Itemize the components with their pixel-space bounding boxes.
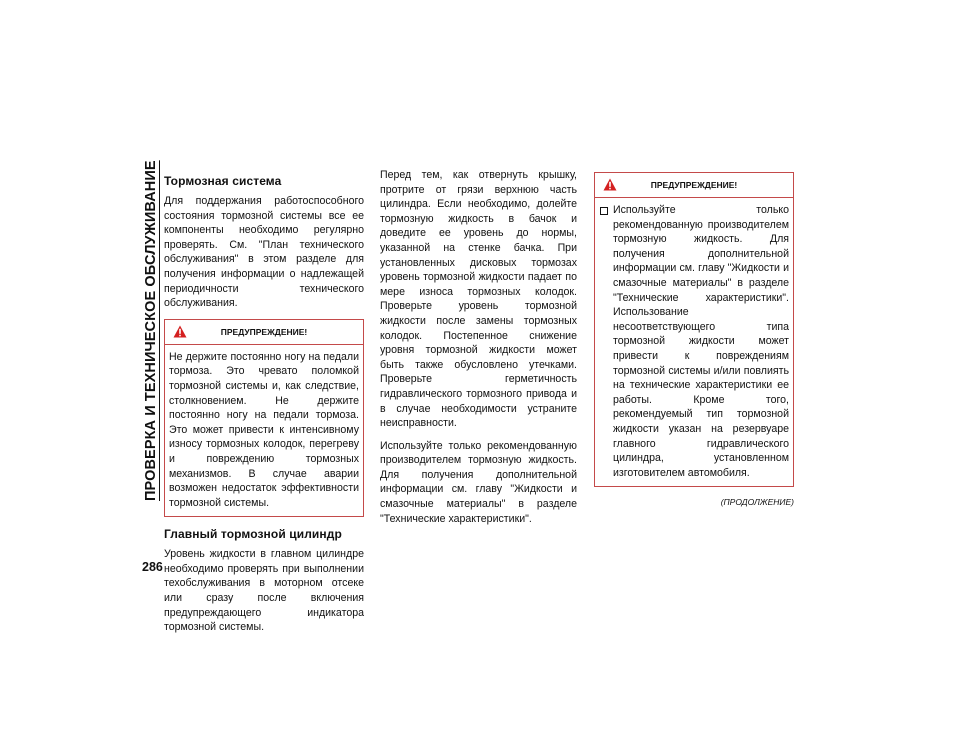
page-number: 286 <box>142 560 163 574</box>
warning-text-pedal: Не держите постоянно ногу на педали тормоза. Это чревато поломкой тормозной системы и, как следствие, столкновением. Не держите постоянно ногу на педали тормоза. Это может привести к интенсивному износу тормозных колодок, перегреву и повреждению тормозных механизмов. В случае аварии возможен недостаток эффективности тормозной системы. <box>169 350 359 509</box>
warning-text-fluid: Используйте только рекомендованную производителем тормозную жидкость. Для получения дополнительной информации см. главу "Жидкости и смазочные материалы" в разделе "Технические характеристики". Использование несоответствующего типа тормозной жидкости может привести к повреждениям тормозной системы и/или повлиять на технические характеристики ее работы. Кроме того, рекомендуемый тип тормозной жидкости указан на резервуаре главного гидравлического цилиндра, установленном изготовителем автомобиля. <box>613 204 789 479</box>
warning-header <box>165 320 363 345</box>
warning-triangle-icon <box>603 178 617 191</box>
warning-title: ПРЕДУПРЕЖДЕНИЕ! <box>650 180 738 190</box>
warning-triangle-icon <box>173 325 187 338</box>
column-2 <box>380 168 577 534</box>
warning-header <box>595 173 793 198</box>
warning-box-fluid <box>594 172 794 487</box>
heading-master-cylinder: Главный тормозной цилиндр <box>164 527 342 542</box>
warning-bullet-item <box>599 203 789 480</box>
section-side-title: ПРОВЕРКА И ТЕХНИЧЕСКОЕ ОБСЛУЖИВАНИЕ <box>143 160 159 501</box>
bullet-square-icon <box>600 207 608 215</box>
paragraph-recommended-fluid: Используйте только рекомендованную производителем тормозную жидкость. Для получения дополнительной информации см. главу "Жидкости и смазочные материалы" в разделе "Технические характеристики". <box>380 439 577 525</box>
warning-title: ПРЕДУПРЕЖДЕНИЕ! <box>220 326 308 337</box>
continued-label: (ПРОДОЛЖЕНИЕ) <box>720 497 794 508</box>
heading-brake-system: Тормозная система <box>164 174 282 188</box>
warning-box-pedal <box>164 319 364 518</box>
paragraph-cap-cleaning: Перед тем, как отвернуть крышку, протрите от грязи верхнюю часть цилиндра. Если необходимо, долейте тормозную жидкость в бачок и доведите ее уровень до нормы, указанной на стенке бачка. При установленных дисковых тормозах уровень тормозной жидкости падает по мере износа тормозных колодок. Проверьте уровень тормозной жидкости после замены тормозных колодок. Постепенное снижение уровня тормозной жидкости может быть также обусловлено утечками. Проверьте герметичность гидравлического тормозного привода и в случае необходимости устраните неисправности. <box>380 169 577 430</box>
paragraph-fluid-level: Уровень жидкости в главном цилиндре необходимо проверять при выполнении техобслуживания в моторном отсеке или сразу после включения предупреждающего индикатора тормозной системы. <box>164 548 364 634</box>
column-1 <box>164 168 364 643</box>
paragraph-brake-maintenance: Для поддержания работоспособного состояния тормозной системы все ее компоненты необходимо регулярно проверять. См. "План технического обслуживания" в этом разделе для получения информации о надлежащей периодичности технического обслуживания. <box>164 195 364 310</box>
column-3 <box>594 168 794 507</box>
